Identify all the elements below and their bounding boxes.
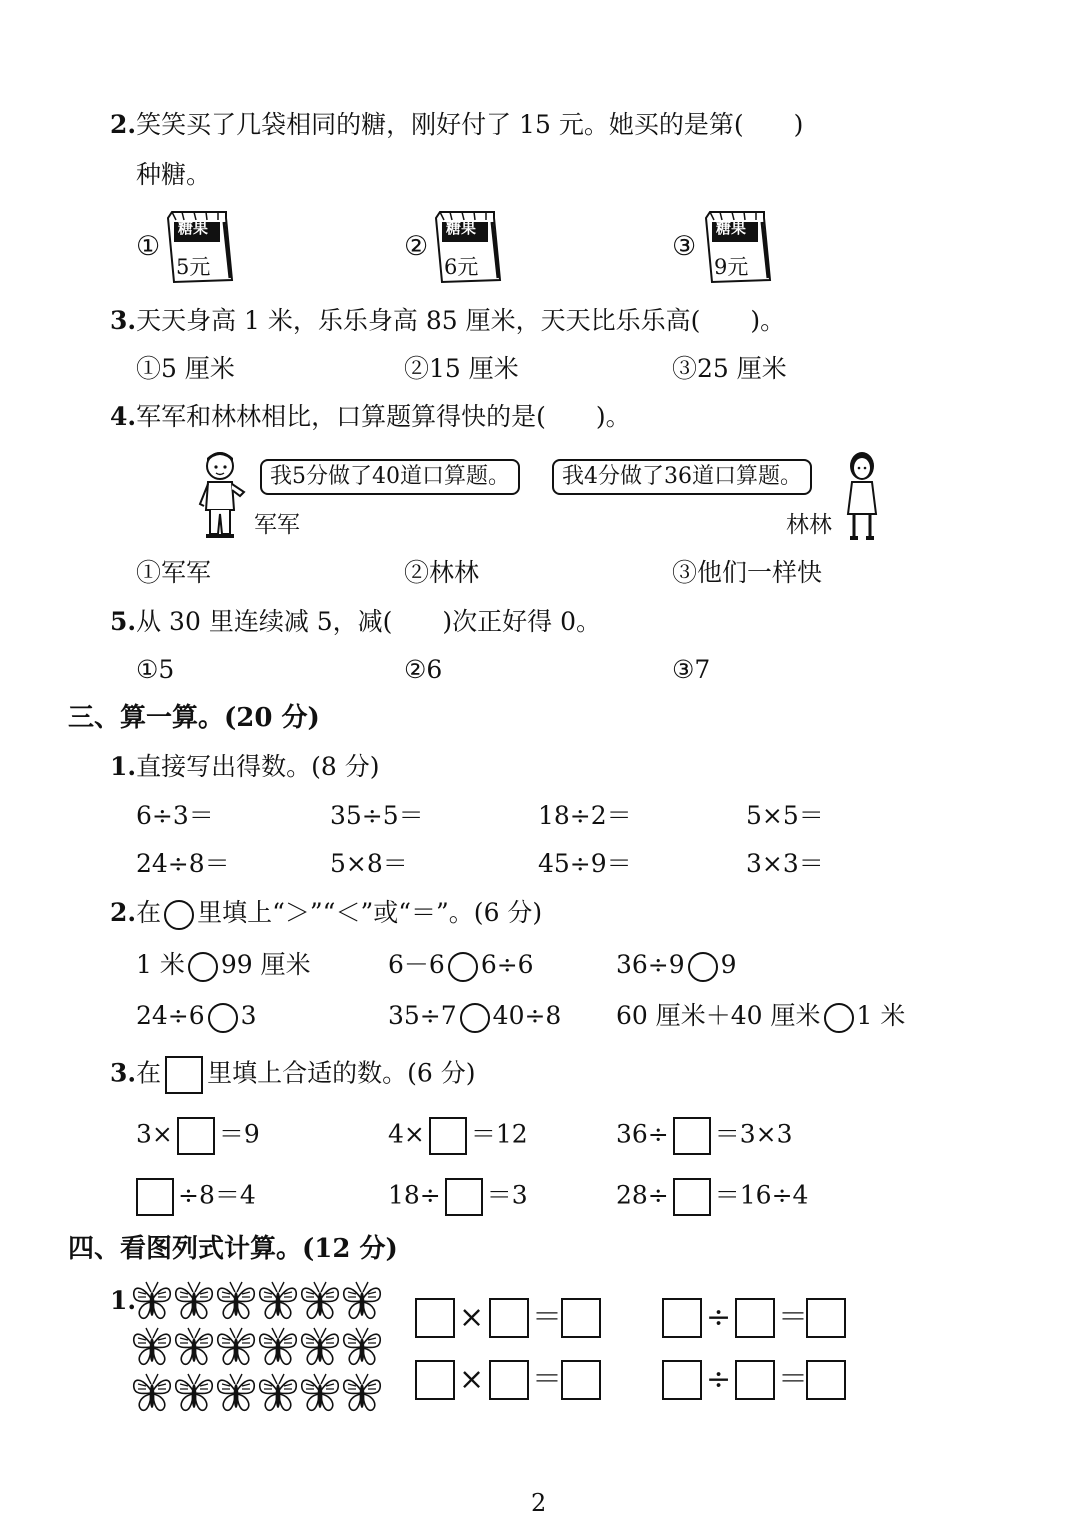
- butterfly-icon: [176, 1282, 213, 1318]
- fill-item: 36÷ ＝3×3: [616, 1117, 793, 1155]
- times-sign: ×: [459, 1300, 485, 1335]
- butterfly-icon: [344, 1282, 381, 1318]
- q2-option-mark-1: ①: [136, 231, 161, 262]
- compare-item: 60 厘米＋40 厘米 1 米: [616, 1001, 905, 1033]
- q4-option-1: ①军军: [136, 558, 212, 587]
- compare-circle[interactable]: [448, 952, 478, 982]
- equation-box[interactable]: [415, 1298, 455, 1338]
- answer-box[interactable]: [136, 1178, 174, 1216]
- q3-option-2: ②15 厘米: [404, 354, 519, 383]
- butterfly-icon: [302, 1282, 339, 1318]
- sec3-part2-title: 2.在 里填上“＞”“＜”或“＝”。(6 分): [110, 898, 542, 930]
- calc-item: 45÷9＝: [538, 849, 632, 878]
- candy-bag-price-1: 5元: [176, 255, 211, 279]
- times-sign: ×: [459, 1362, 485, 1397]
- q4-text: 4.军军和林林相比，口算题算得快的是( )。: [110, 402, 631, 431]
- q5-text: 5.从 30 里连续减 5，减( )次正好得 0。: [110, 607, 602, 636]
- butterfly-icon: [302, 1374, 339, 1410]
- butterfly-icon: [344, 1328, 381, 1364]
- equation-box[interactable]: [735, 1360, 775, 1400]
- sec3-part1-title: 1.直接写出得数。(8 分): [110, 752, 380, 781]
- q5-option-3: ③7: [672, 655, 711, 684]
- butterfly-icon: [302, 1328, 339, 1364]
- butterfly-icon: [260, 1374, 297, 1410]
- calc-item: 3×3＝: [746, 849, 824, 878]
- q5-option-1: ①5: [136, 655, 175, 684]
- speech-bubble-right: 我4分做了36道口算题。: [552, 459, 812, 495]
- sec4-part1-num: 1.: [110, 1286, 137, 1315]
- name-left: 军军: [254, 512, 300, 538]
- q4-option-3: ③他们一样快: [672, 558, 823, 587]
- candy-bag-price-3: 9元: [714, 255, 749, 279]
- equals-sign: ＝: [778, 1362, 808, 1397]
- q2-line1: 2.笑笑买了几袋相同的糖，刚好付了 15 元。她买的是第( ): [110, 110, 804, 139]
- fill-item: 3× ＝9: [136, 1117, 260, 1155]
- answer-box[interactable]: [429, 1117, 467, 1155]
- calc-item: 35÷5＝: [330, 801, 424, 830]
- q3-option-1: ①5 厘米: [136, 354, 235, 383]
- divide-sign: ÷: [706, 1362, 732, 1397]
- butterfly-icon: [134, 1374, 171, 1410]
- fill-item: 4× ＝12: [388, 1117, 528, 1155]
- fill-item: 18÷ ＝3: [388, 1178, 528, 1216]
- q2-option-mark-3: ③: [672, 231, 697, 262]
- candy-bag-price-2: 6元: [444, 255, 479, 279]
- q2-line2: 种糖。: [136, 160, 212, 189]
- equals-sign: ＝: [532, 1362, 562, 1397]
- section-3-title: 三、算一算。(20 分): [68, 703, 320, 733]
- butterfly-icon: [218, 1282, 255, 1318]
- q4-option-2: ②林林: [404, 558, 480, 587]
- candy-bag-label-3: 糖果: [716, 219, 747, 237]
- equation-box[interactable]: [735, 1298, 775, 1338]
- butterfly-icon: [344, 1374, 381, 1410]
- page-number: 2: [531, 1489, 547, 1517]
- answer-box[interactable]: [673, 1178, 711, 1216]
- equation-box[interactable]: [415, 1360, 455, 1400]
- equation-box[interactable]: [662, 1360, 702, 1400]
- butterfly-icon: [218, 1328, 255, 1364]
- butterfly-icon: [176, 1328, 213, 1364]
- q3-option-3: ③25 厘米: [672, 354, 787, 383]
- compare-item: 24÷6 3: [136, 1001, 257, 1033]
- equals-sign: ＝: [778, 1300, 808, 1335]
- name-right: 林林: [786, 512, 832, 538]
- equation-box[interactable]: [489, 1360, 529, 1400]
- butterfly-icon: [260, 1282, 297, 1318]
- answer-box[interactable]: [177, 1117, 215, 1155]
- equation-box[interactable]: [561, 1360, 601, 1400]
- answer-box[interactable]: [445, 1178, 483, 1216]
- boy-icon: [196, 448, 250, 542]
- fill-item: 28÷ ＝16÷4: [616, 1178, 808, 1216]
- compare-item: 6－6 6÷6: [388, 950, 534, 982]
- compare-circle[interactable]: [824, 1003, 854, 1033]
- compare-item: 36÷9 9: [616, 950, 737, 982]
- calc-item: 6÷3＝: [136, 801, 214, 830]
- sec3-part3-title: 3.在 里填上合适的数。(6 分): [110, 1056, 476, 1094]
- butterfly-icon: [218, 1374, 255, 1410]
- fill-item: ÷8＝4: [132, 1178, 256, 1216]
- compare-item: 1 米 99 厘米: [136, 950, 311, 982]
- compare-circle[interactable]: [688, 952, 718, 982]
- equation-box[interactable]: [561, 1298, 601, 1338]
- section-4-title: 四、看图列式计算。(12 分): [68, 1234, 398, 1264]
- circle-placeholder-icon: [164, 900, 194, 930]
- equation-box[interactable]: [806, 1298, 846, 1338]
- calc-item: 5×5＝: [746, 801, 824, 830]
- compare-item: 35÷7 40÷8: [388, 1001, 561, 1033]
- compare-circle[interactable]: [208, 1003, 238, 1033]
- calc-item: 24÷8＝: [136, 849, 230, 878]
- divide-sign: ÷: [706, 1300, 732, 1335]
- butterfly-icon: [176, 1374, 213, 1410]
- compare-circle[interactable]: [460, 1003, 490, 1033]
- q5-option-2: ②6: [404, 655, 443, 684]
- butterfly-icon: [134, 1282, 171, 1318]
- girl-icon: [842, 448, 882, 544]
- butterfly-icon: [260, 1328, 297, 1364]
- equation-box[interactable]: [489, 1298, 529, 1338]
- butterfly-icon: [134, 1328, 171, 1364]
- equals-sign: ＝: [532, 1300, 562, 1335]
- equation-box[interactable]: [662, 1298, 702, 1338]
- candy-bag-label-1: 糖果: [178, 219, 209, 237]
- compare-circle[interactable]: [188, 952, 218, 982]
- q2-option-mark-2: ②: [404, 231, 429, 262]
- answer-box[interactable]: [673, 1117, 711, 1155]
- box-placeholder-icon: [165, 1056, 203, 1094]
- calc-item: 18÷2＝: [538, 801, 632, 830]
- equation-box[interactable]: [806, 1360, 846, 1400]
- candy-bag-label-2: 糖果: [446, 219, 477, 237]
- speech-bubble-left: 我5分做了40道口算题。: [260, 459, 520, 495]
- butterfly-grid: [132, 1280, 392, 1420]
- q3-text: 3.天天身高 1 米，乐乐身高 85 厘米，天天比乐乐高( )。: [110, 306, 786, 335]
- calc-item: 5×8＝: [330, 849, 408, 878]
